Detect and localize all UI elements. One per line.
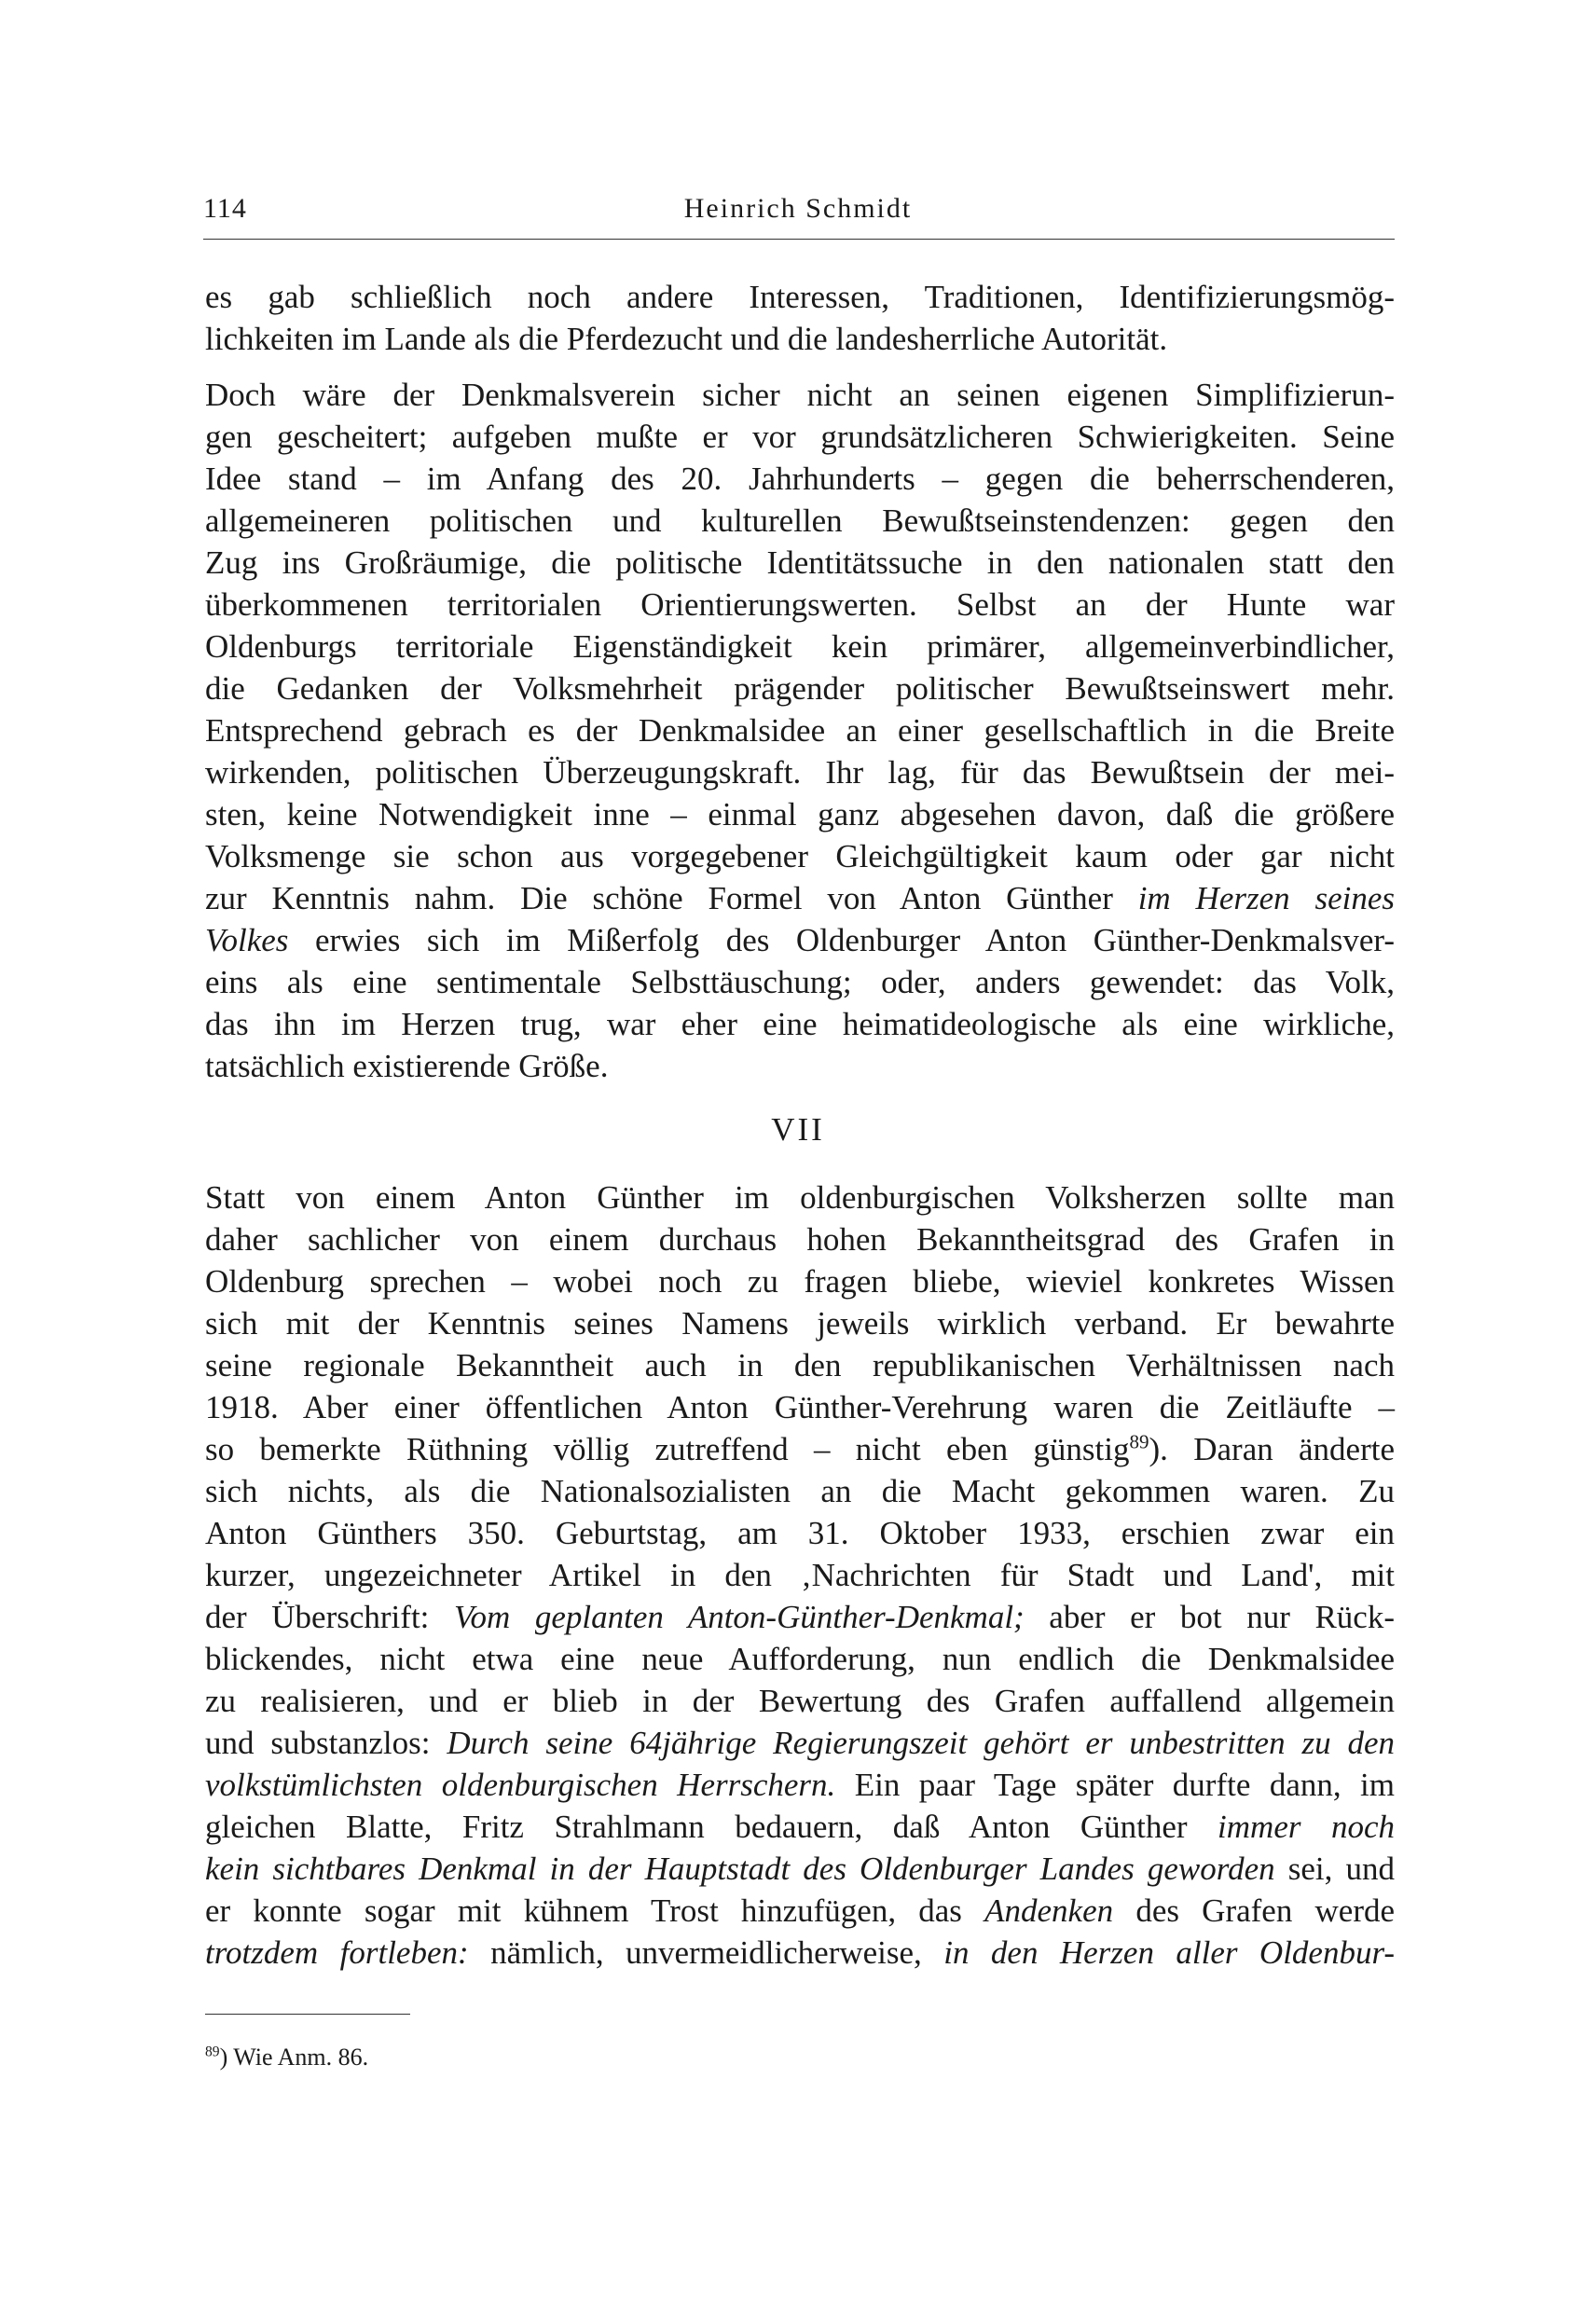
text-line: daher sachlicher von einem durchaus hohen Bekanntheitsgrad des Grafen in xyxy=(205,1221,1395,1258)
text-span: der Überschrift: xyxy=(205,1599,430,1635)
text-span: aber er bot nur Rück- xyxy=(1049,1599,1395,1635)
text-span: und substanzlos: xyxy=(205,1725,431,1761)
text-line: gen gescheitert; aufgeben mußte er vor grundsätzlicheren Schwierigkeiten. Seine xyxy=(205,419,1395,455)
page-number: 114 xyxy=(203,193,247,224)
header-rule xyxy=(203,239,1395,240)
text-line xyxy=(205,877,1395,919)
italic-span: im Herzen seines xyxy=(1137,880,1395,916)
text-line: eins als eine sentimentale Selbsttäuschung; oder, anders gewendet: das Volk, xyxy=(205,964,1395,1000)
text-span: er konnte sogar mit kühnem Trost hinzufügen, das xyxy=(205,1892,962,1929)
text-line xyxy=(205,1848,1395,1890)
italic-span: volkstümlichsten oldenburgischen Herrschern. xyxy=(205,1767,836,1803)
text-line: seine regionale Bekanntheit auch in den republikanischen Verhältnissen nach xyxy=(205,1347,1395,1383)
italic-span: trotzdem fortleben: xyxy=(205,1934,469,1971)
text-line xyxy=(205,1806,1395,1848)
footnote-marker: 89 xyxy=(205,2044,220,2060)
text-span: gleichen Blatte, Fritz Strahlmann bedauern, daß Anton Günther xyxy=(205,1809,1188,1845)
text-line: Oldenburg sprechen – wobei noch zu fragen bliebe, wieviel konkretes Wissen xyxy=(205,1263,1395,1300)
text-line: tatsächlich existierende Größe. xyxy=(205,1048,609,1084)
text-span: des Grafen werde xyxy=(1135,1892,1396,1929)
italic-span: Vom geplanten Anton-Günther-Denkmal; xyxy=(453,1599,1025,1635)
text-line: Entsprechend gebrach es der Denkmalsidee an einer gesellschaftlich in die Breite xyxy=(205,712,1395,749)
text-line: blickendes, nicht etwa eine neue Aufforderung, nun endlich die Denkmalsidee xyxy=(205,1641,1395,1677)
paragraph-2 xyxy=(205,374,1395,1087)
italic-span: kein sichtbares Denkmal in der Hauptstadt des Oldenburger Landes geworden xyxy=(205,1851,1275,1887)
text-line xyxy=(205,1428,1395,1470)
footnote-ref: 89 xyxy=(1129,1430,1149,1453)
text-span: sei, und xyxy=(1287,1851,1395,1887)
text-line: die Gedanken der Volksmehrheit prägender politischer Bewußtseinswert mehr. xyxy=(205,670,1395,707)
text-line: lichkeiten im Lande als die Pferdezucht und die landesherrliche Autorität. xyxy=(205,321,1168,357)
italic-span: immer noch xyxy=(1218,1809,1395,1845)
text-line: Anton Günthers 350. Geburtstag, am 31. Oktober 1933, erschien zwar ein xyxy=(205,1515,1395,1551)
italic-span: Andenken xyxy=(984,1892,1114,1929)
text-line xyxy=(205,1890,1395,1932)
text-line: Doch wäre der Denkmalsverein sicher nicht an seinen eigenen Simplifizierun- xyxy=(205,377,1395,413)
italic-span: Volkes xyxy=(205,922,289,958)
text-line: das ihn im Herzen trug, war eher eine heimatideologische als eine wirkliche, xyxy=(205,1006,1395,1042)
text-line xyxy=(205,919,1395,961)
text-line xyxy=(205,1932,1395,1974)
text-line xyxy=(205,1722,1395,1764)
text-span: Ein paar Tage später durfte dann, im xyxy=(854,1767,1395,1803)
footnote xyxy=(205,2044,368,2071)
text-span: nämlich, unvermeidlicherweise, xyxy=(490,1934,922,1971)
text-line xyxy=(205,1764,1395,1806)
text-line: zu realisieren, und er blieb in der Bewertung des Grafen auffallend allgemein xyxy=(205,1683,1395,1719)
paragraph-1 xyxy=(205,276,1395,360)
text-line xyxy=(205,1596,1395,1638)
text-line: kurzer, ungezeichneter Artikel in den ‚Nachrichten für Stadt und Land', mit xyxy=(205,1557,1395,1593)
paragraph-3 xyxy=(205,1177,1395,1974)
italic-span: in den Herzen aller Oldenbur- xyxy=(943,1934,1396,1971)
footnote-rule xyxy=(205,2014,410,2015)
text-line: sich mit der Kenntnis seines Namens jeweils wirklich verband. Er bewahrte xyxy=(205,1305,1395,1342)
text-line: sten, keine Notwendigkeit inne – einmal ganz abgesehen davon, daß die größere xyxy=(205,796,1395,833)
text-span: erwies sich im Mißerfolg des Oldenburger Anton Günther-Denkmalsver- xyxy=(314,922,1396,958)
text-span: so bemerkte Rüthning völlig zutreffend – nicht eben günstig xyxy=(205,1431,1130,1467)
footnote-text: ) Wie Anm. 86. xyxy=(219,2044,369,2071)
text-line: Zug ins Großräumige, die politische Identitätssuche in den nationalen statt den xyxy=(205,544,1395,581)
italic-span: Durch seine 64jährige Regierungszeit gehört er unbestritten zu den xyxy=(447,1725,1396,1761)
text-line: Idee stand – im Anfang des 20. Jahrhunderts – gegen die beherrschenderen, xyxy=(205,461,1395,497)
text-line: Volksmenge sie schon aus vorgegebener Gleichgültigkeit kaum oder gar nicht xyxy=(205,838,1395,874)
text-line: überkommenen territorialen Orientierungswerten. Selbst an der Hunte war xyxy=(205,586,1395,623)
text-line: allgemeineren politischen und kulturellen Bewußtseinstendenzen: gegen den xyxy=(205,502,1395,539)
text-line: es gab schließlich noch andere Interessen, Traditionen, Identifizierungsmög- xyxy=(205,279,1395,315)
text-line: sich nichts, als die Nationalsozialisten an die Macht gekommen waren. Zu xyxy=(205,1473,1395,1509)
text-line: Oldenburgs territoriale Eigenständigkeit kein primärer, allgemeinverbindlicher, xyxy=(205,628,1395,665)
text-line: wirkenden, politischen Überzeugungskraft. Ihr lag, für das Bewußtsein der mei- xyxy=(205,754,1395,791)
text-span: ). Daran änderte xyxy=(1149,1431,1396,1467)
running-head: Heinrich Schmidt xyxy=(683,193,913,224)
text-span: zur Kenntnis nahm. Die schöne Formel von Anton Günther xyxy=(205,880,1113,916)
text-line: 1918. Aber einer öffentlichen Anton Günther-Verehrung waren die Zeitläufte – xyxy=(205,1389,1395,1425)
text-line: Statt von einem Anton Günther im oldenburgischen Volksherzen sollte man xyxy=(205,1179,1395,1216)
section-heading: VII xyxy=(771,1111,825,1148)
